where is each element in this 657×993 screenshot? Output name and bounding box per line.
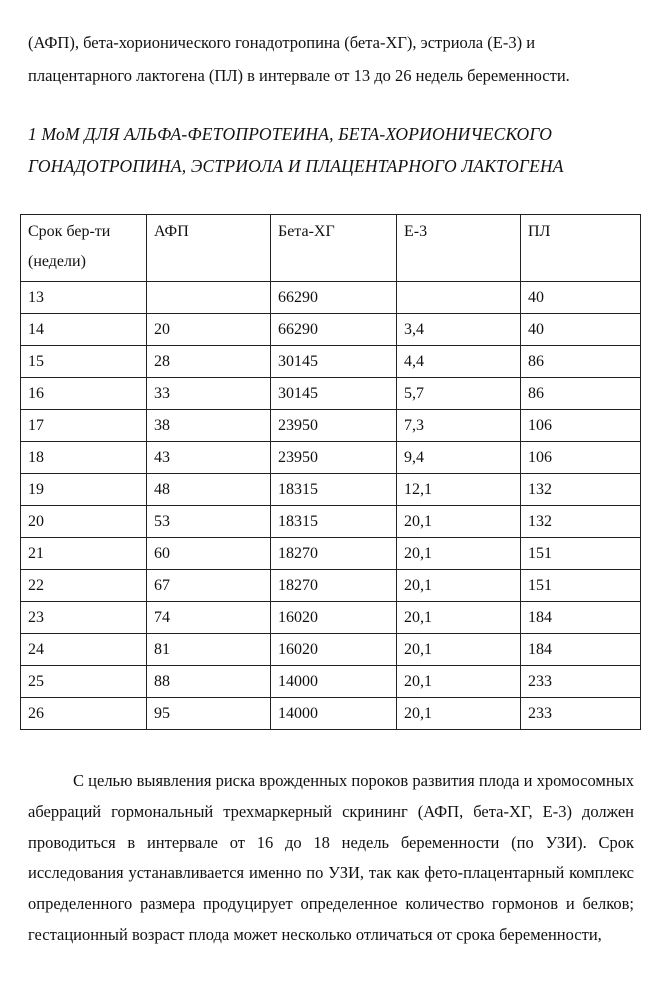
cell-e3: 20,1 [397, 506, 521, 538]
cell-beta-hg: 18270 [271, 570, 397, 602]
mom-table [20, 214, 641, 730]
cell-beta-hg: 18315 [271, 506, 397, 538]
section-title-line-1: 1 МоМ ДЛЯ АЛЬФА-ФЕТОПРОТЕИНА, БЕТА-ХОРИОНИЧЕСКОГО [28, 124, 553, 144]
cell-afp: 33 [147, 378, 271, 410]
cell-week: 20 [21, 506, 147, 538]
table-row [21, 666, 641, 698]
cell-week: 14 [21, 314, 147, 346]
header-e3: Е-3 [397, 215, 521, 282]
table-row [21, 506, 641, 538]
table-row [21, 474, 641, 506]
cell-pl: 106 [521, 442, 641, 474]
cell-beta-hg: 14000 [271, 666, 397, 698]
cell-beta-hg: 16020 [271, 634, 397, 666]
cell-e3 [397, 282, 521, 314]
header-afp: АФП [147, 215, 271, 282]
table-row [21, 282, 641, 314]
cell-afp: 81 [147, 634, 271, 666]
cell-beta-hg: 23950 [271, 442, 397, 474]
cell-afp: 53 [147, 506, 271, 538]
cell-afp: 48 [147, 474, 271, 506]
table-row [21, 410, 641, 442]
header-pl: ПЛ [521, 215, 641, 282]
cell-afp: 67 [147, 570, 271, 602]
cell-afp: 20 [147, 314, 271, 346]
intro-line-1: (АФП), бета-хорионического гонадотропина (бета-ХГ), эстриола (Е-3) и [28, 33, 536, 52]
cell-e3: 9,4 [397, 442, 521, 474]
cell-week: 16 [21, 378, 147, 410]
cell-pl: 151 [521, 570, 641, 602]
cell-beta-hg: 66290 [271, 314, 397, 346]
header-term-weeks: Срок бер-ти (недели) [21, 215, 147, 282]
intro-line-2: плацентарного лактогена (ПЛ) в интервале от 13 до 26 недель беременности. [28, 66, 570, 85]
cell-e3: 20,1 [397, 698, 521, 730]
cell-pl: 184 [521, 602, 641, 634]
table-row [21, 634, 641, 666]
cell-e3: 20,1 [397, 570, 521, 602]
cell-week: 25 [21, 666, 147, 698]
cell-week: 13 [21, 282, 147, 314]
cell-e3: 20,1 [397, 666, 521, 698]
cell-beta-hg: 30145 [271, 346, 397, 378]
cell-afp: 95 [147, 698, 271, 730]
cell-e3: 20,1 [397, 602, 521, 634]
cell-afp: 38 [147, 410, 271, 442]
cell-pl: 86 [521, 346, 641, 378]
table-row [21, 442, 641, 474]
cell-afp: 28 [147, 346, 271, 378]
section-title-line-2: ГОНАДОТРОПИНА, ЭСТРИОЛА И ПЛАЦЕНТАРНОГО ЛАКТОГЕНА [28, 156, 564, 176]
table-row [21, 698, 641, 730]
cell-beta-hg: 16020 [271, 602, 397, 634]
table-row [21, 314, 641, 346]
cell-week: 19 [21, 474, 147, 506]
table-row [21, 346, 641, 378]
section-title [28, 118, 643, 182]
table-row [21, 602, 641, 634]
cell-pl: 184 [521, 634, 641, 666]
cell-week: 26 [21, 698, 147, 730]
cell-week: 22 [21, 570, 147, 602]
cell-pl: 40 [521, 314, 641, 346]
cell-week: 24 [21, 634, 147, 666]
cell-e3: 4,4 [397, 346, 521, 378]
cell-week: 23 [21, 602, 147, 634]
cell-week: 21 [21, 538, 147, 570]
cell-e3: 5,7 [397, 378, 521, 410]
body-text [28, 766, 634, 951]
cell-beta-hg: 23950 [271, 410, 397, 442]
table-row [21, 378, 641, 410]
header-beta-hg: Бета-ХГ [271, 215, 397, 282]
cell-e3: 7,3 [397, 410, 521, 442]
cell-beta-hg: 14000 [271, 698, 397, 730]
cell-beta-hg: 66290 [271, 282, 397, 314]
table-row [21, 538, 641, 570]
cell-pl: 40 [521, 282, 641, 314]
cell-afp: 88 [147, 666, 271, 698]
cell-beta-hg: 18270 [271, 538, 397, 570]
cell-week: 17 [21, 410, 147, 442]
cell-afp [147, 282, 271, 314]
cell-pl: 106 [521, 410, 641, 442]
cell-beta-hg: 18315 [271, 474, 397, 506]
table-header-row [21, 215, 641, 282]
intro-text [28, 26, 638, 92]
cell-pl: 233 [521, 666, 641, 698]
cell-pl: 233 [521, 698, 641, 730]
cell-afp: 43 [147, 442, 271, 474]
cell-e3: 3,4 [397, 314, 521, 346]
cell-e3: 20,1 [397, 634, 521, 666]
table-body [21, 282, 641, 730]
cell-week: 18 [21, 442, 147, 474]
cell-afp: 60 [147, 538, 271, 570]
body-paragraph: С целью выявления риска врожденных пороков развития плода и хромосомных аберраций гормональный трехмаркерный скрининг (АФП, бета-ХГ, Е-3) должен проводиться в интервале от 16 до 18 недель беременности (по УЗИ). Срок исследования устанавливается именно по УЗИ, так как фето-плацентарный комплекс определенного размера продуцирует определенное количество гормонов и белков; гестационный возраст плода может несколько отличаться от срока беременности, [28, 771, 634, 944]
cell-pl: 132 [521, 506, 641, 538]
cell-pl: 86 [521, 378, 641, 410]
cell-e3: 20,1 [397, 538, 521, 570]
cell-beta-hg: 30145 [271, 378, 397, 410]
cell-week: 15 [21, 346, 147, 378]
cell-e3: 12,1 [397, 474, 521, 506]
cell-afp: 74 [147, 602, 271, 634]
table-row [21, 570, 641, 602]
cell-pl: 151 [521, 538, 641, 570]
cell-pl: 132 [521, 474, 641, 506]
